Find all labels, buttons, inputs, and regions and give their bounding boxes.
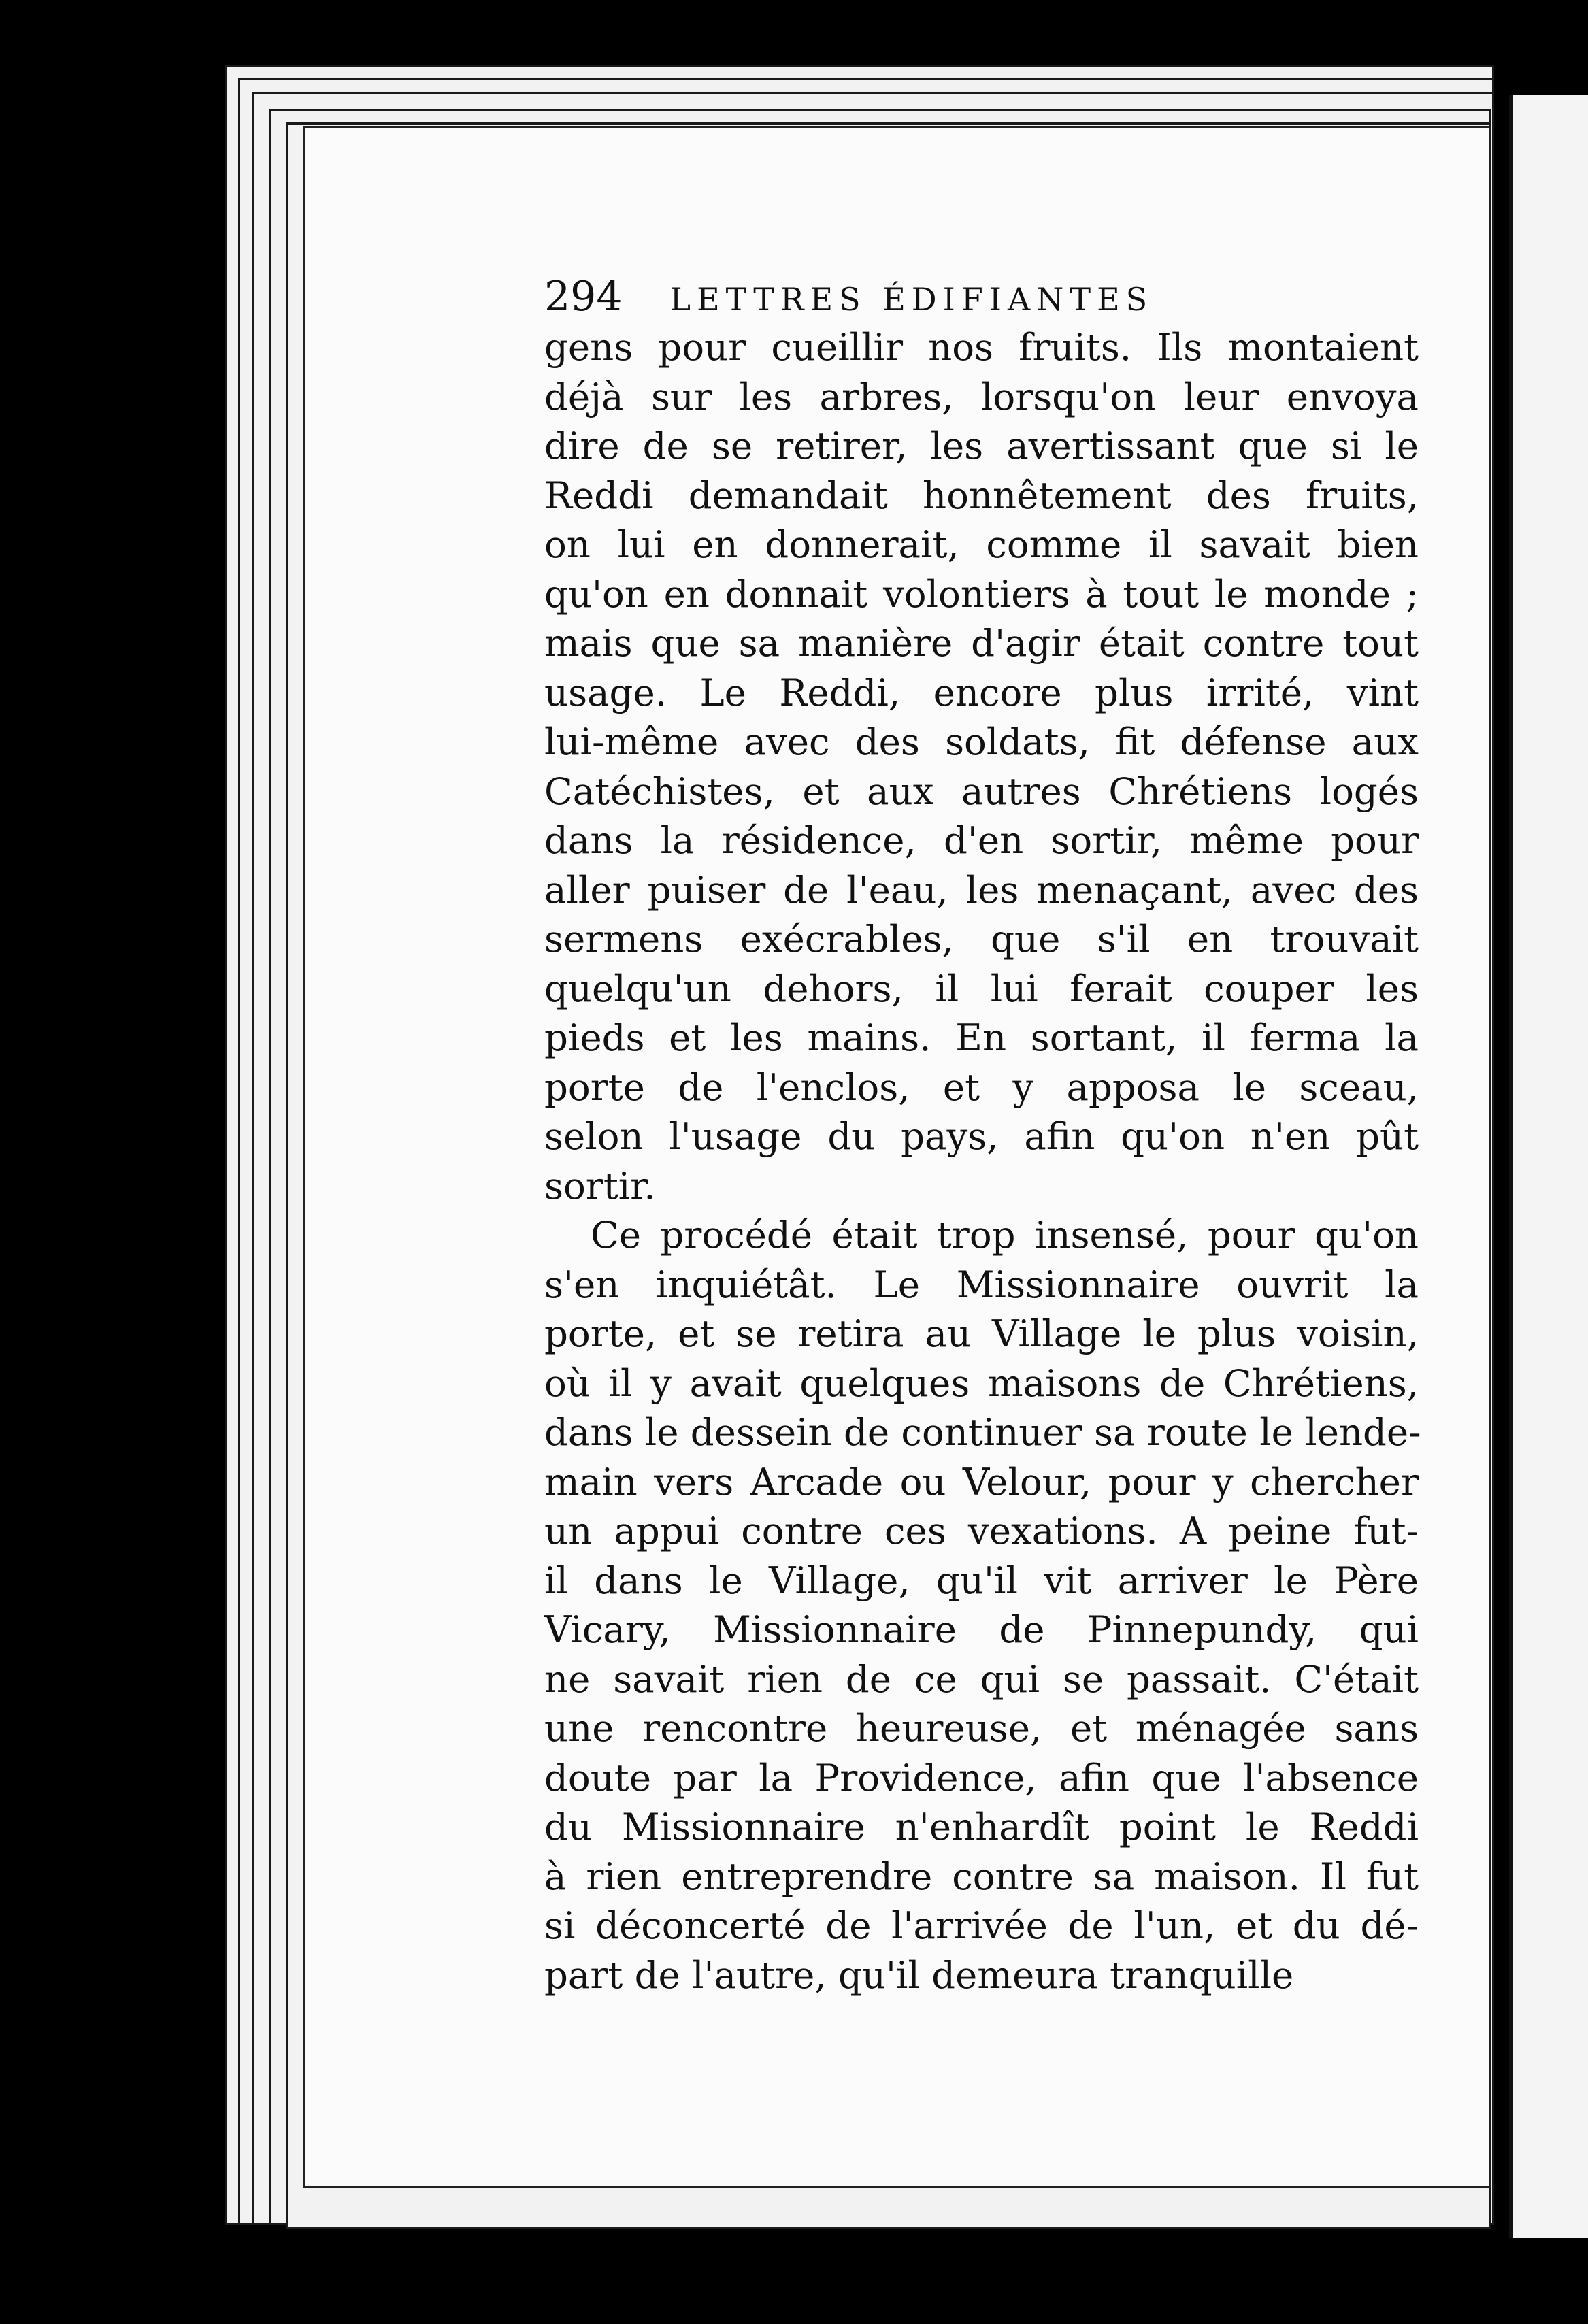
text-line: sermens exécrables, que s'il en trouvait: [544, 917, 1419, 961]
text-line: ne savait rien de ce qui se passait. C'était: [544, 1657, 1419, 1701]
text-line: porte, et se retira au Village le plus voisin,: [544, 1312, 1419, 1355]
running-head: LETTRES ÉDIFIANTES: [669, 281, 1154, 318]
text-line: sortir.: [544, 1163, 656, 1208]
text-line: dire de se retirer, les avertissant que si le: [544, 424, 1419, 467]
text-line: gens pour cueillir nos fruits. Ils montaient: [544, 325, 1419, 369]
text-line: on lui en donnerait, comme il savait bien: [544, 522, 1419, 566]
text-line: une rencontre heureuse, et ménagée sans: [544, 1706, 1419, 1750]
text-line: où il y avait quelques maisons de Chrétiens,: [544, 1361, 1419, 1405]
text-line: dans la résidence, d'en sortir, même pour: [544, 818, 1419, 862]
text-line: selon l'usage du pays, afin qu'on n'en pût: [544, 1114, 1419, 1158]
body-text: [544, 322, 1419, 1999]
text-line: main vers Arcade ou Velour, pour y chercher: [544, 1459, 1419, 1504]
text-line: dans le dessein de continuer sa route le lende-: [544, 1410, 1421, 1454]
page-header: [544, 272, 1419, 321]
text-line: à rien entreprendre contre sa maison. Il fut: [544, 1854, 1419, 1898]
text-line: quelqu'un dehors, il lui ferait couper les: [544, 966, 1419, 1010]
text-line: usage. Le Reddi, encore plus irrité, vint: [544, 670, 1419, 714]
text-line: Vicary, Missionnaire de Pinnepundy, qui: [544, 1608, 1419, 1651]
text-line: Reddi demandait honnêtement des fruits,: [544, 473, 1419, 517]
text-line: qu'on en donnait volontiers à tout le monde ;: [544, 571, 1419, 616]
text-line: doute par la Providence, afin que l'absence: [544, 1755, 1419, 1799]
text-line: un appui contre ces vexations. A peine fut-: [544, 1509, 1419, 1553]
text-line: si déconcerté de l'arrivée de l'un, et du dé-: [544, 1904, 1419, 1947]
text-line: Ce procédé était trop insensé, pour qu'on: [591, 1213, 1419, 1257]
text-line: porte de l'enclos, et y apposa le sceau,: [544, 1065, 1419, 1109]
text-line: il dans le Village, qu'il vit arriver le Père: [544, 1558, 1419, 1602]
text-line: Catéchistes, et aux autres Chrétiens logés: [544, 769, 1419, 813]
text-line: aller puiser de l'eau, les menaçant, avec des: [544, 867, 1419, 912]
text-line: du Missionnaire n'enhardît point le Reddi: [544, 1805, 1419, 1848]
text-line: s'en inquiétât. Le Missionnaire ouvrit la: [544, 1262, 1419, 1306]
text-line: mais que sa manière d'agir était contre tout: [544, 621, 1419, 665]
page-number: 294: [544, 273, 623, 320]
text-line: pieds et les mains. En sortant, il ferma la: [544, 1016, 1419, 1059]
text-line: part de l'autre, qu'il demeura tranquille: [544, 1953, 1294, 1997]
page-text: [544, 272, 1419, 1999]
facing-page-edge: [1509, 95, 1588, 2238]
text-line: déjà sur les arbres, lorsqu'on leur envoya: [544, 374, 1419, 418]
text-line: lui-même avec des soldats, fit défense aux: [544, 720, 1419, 763]
